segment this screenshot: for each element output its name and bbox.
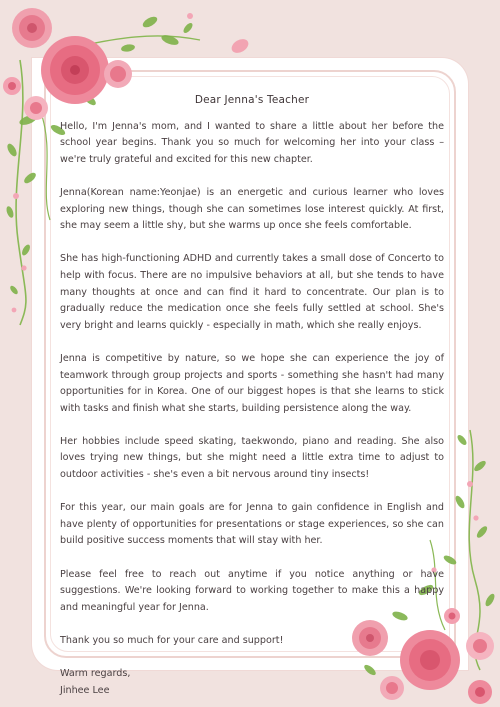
letter-body <box>60 92 444 699</box>
letter-signature: Jinhee Lee <box>60 684 110 696</box>
letter-title: Dear Jenna's Teacher <box>194 94 310 106</box>
letter-paragraph: Hello, I'm Jenna's mom, and I wanted to share a little about her before the school year begins. Thank you so much for welcoming her into your class – we're truly grateful and excited for this new chapter. <box>60 120 444 165</box>
letter-paragraph: Thank you so much for your care and support! <box>60 635 284 646</box>
leaf-icon <box>473 459 488 473</box>
letter-paragraph: She has high-functioning ADHD and currently takes a small dose of Concerto to help with focus. There are no impulsive behaviors at all, but she tends to have many thoughts at once and can find it hard to concentrate. Our plan is to gradually reduce the medication once she feels fully settled at school. She's very bright and learns quickly - especially in math, which she really enjoys. <box>60 253 444 331</box>
petal-icon <box>228 36 252 56</box>
letter-paragraph: For this year, our main goals are for Jenna to gain confidence in English and have plenty of opportunities for presentations or stage experiences, so she can build positive success moments that will stay with her. <box>60 502 444 547</box>
letter-paragraph: Jenna(Korean name:Yeonjae) is an energetic and curious learner who loves exploring new things, though she can sometimes lose interest quickly. At first, she may seem a little shy, but she warms up once she feels comfortable. <box>60 186 444 232</box>
letter-paragraph: Please feel free to reach out anytime if you notice anything or have suggestions. We're looking forward to working together to make this a happy and meaningful year for Jenna. <box>60 568 444 613</box>
leaf-icon <box>141 15 159 30</box>
letter-paragraph: Her hobbies include speed skating, taekwondo, piano and reading. She also loves trying new things, but she might need a little extra time to adjust to outdoor activities - she's even a bit nervous around tiny insects! <box>60 435 444 481</box>
letter-paragraph: Jenna is competitive by nature, so we hope she can experience the joy of teamwork through group projects and sports - something she hasn't had many opportunities for in Korea. One of our biggest hopes is that she learns to stick with tasks and finish what she starts, building persistence along the way. <box>60 352 444 414</box>
letter-closing: Warm regards, <box>60 668 131 680</box>
